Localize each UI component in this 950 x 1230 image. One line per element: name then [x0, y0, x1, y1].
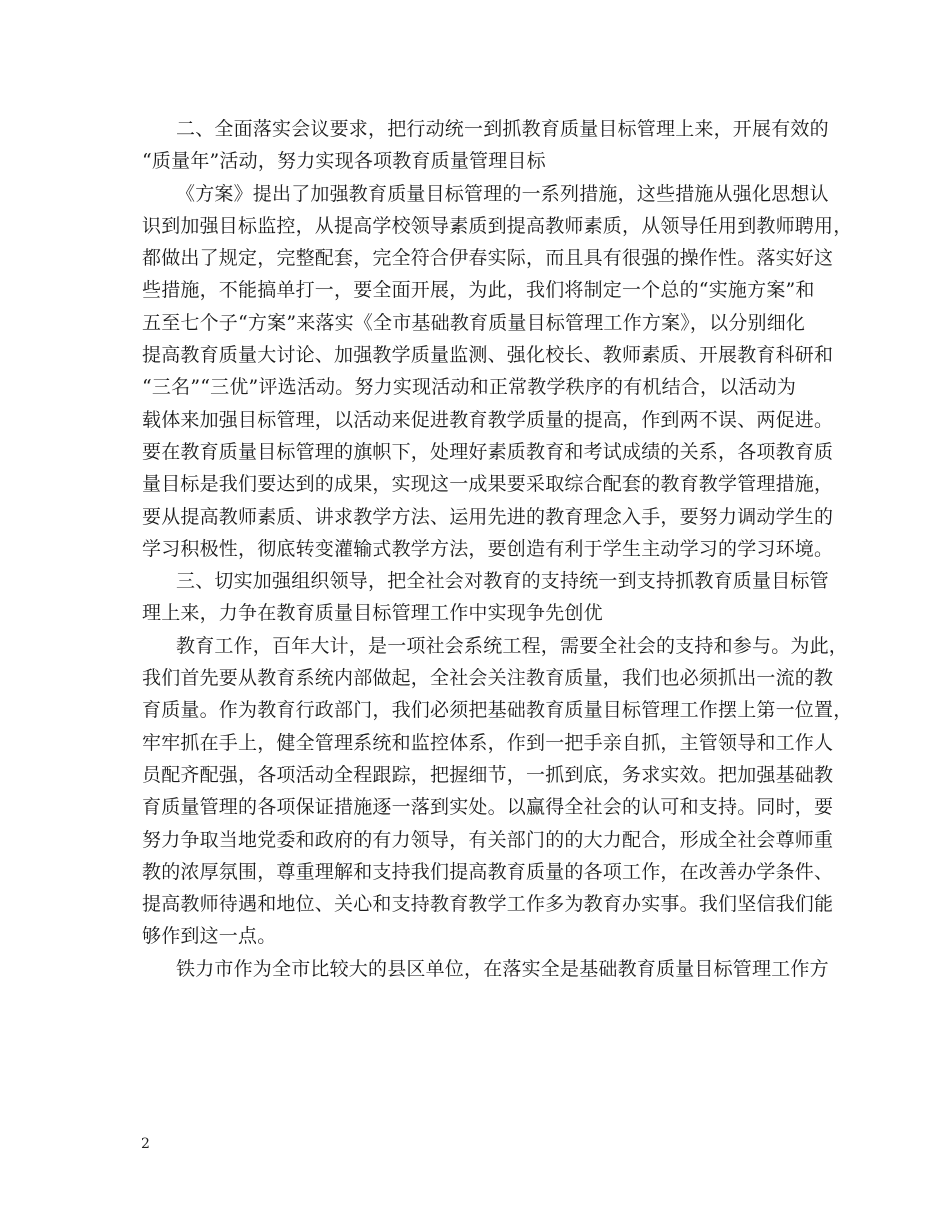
text-line: 要在教育质量目标管理的旗帜下，处理好素质教育和考试成绩的关系，各项教育质: [142, 440, 834, 463]
text-line: “三名”“三优”评选活动。努力实现活动和正常教学秩序的有机结合，以活动为: [142, 376, 797, 399]
text-line: 载体来加强目标管理，以活动来促进教育教学质量的提高，作到两不误、两促进。: [142, 408, 834, 431]
text-line: 员配齐配强，各项活动全程跟踪，把握细节，一抓到底，务求实效。把加强基础教: [142, 763, 834, 786]
text-line: 学习积极性，彻底转变灌输式教学方法，要创造有利于学生主动学习的学习环境。: [142, 537, 834, 560]
text-line: 教育工作，百年大计，是一项社会系统工程，需要全社会的支持和参与。为此，: [176, 634, 849, 657]
text-line: 育质量。作为教育行政部门，我们必须把基础教育质量目标管理工作摆上第一位置，: [142, 699, 853, 722]
text-line: 理上来，力争在教育质量目标管理工作中实现争先创优: [142, 602, 603, 625]
text-line: 我们首先要从教育系统内部做起，全社会关注教育质量，我们也必须抓出一流的教: [142, 667, 834, 690]
text-line: 铁力市作为全市比较大的县区单位，在落实全是基础教育质量目标管理工作方: [176, 957, 829, 980]
text-line: 五至七个子“方案”来落实《全市基础教育质量目标管理工作方案》，以分别细化: [142, 311, 806, 334]
text-line: 些措施，不能搞单打一，要全面开展，为此，我们将制定一个总的“实施方案”和: [142, 279, 815, 302]
page-number: 2: [141, 1136, 150, 1152]
text-line: 要从提高教师素质、讲求教学方法、运用先进的教育理念入手，要努力调动学生的: [142, 505, 834, 528]
section-heading: [142, 565, 829, 630]
document-body: [142, 113, 853, 985]
text-line: 育质量管理的各项保证措施逐一落到实处。以赢得全社会的认可和支持。同时，要: [142, 796, 834, 819]
text-line: 三、切实加强组织领导，把全社会对教育的支持统一到支持抓教育质量目标管: [176, 570, 829, 593]
text-line: 提高教育质量大讨论、加强教学质量监测、强化校长、教师素质、开展教育科研和: [142, 344, 834, 367]
text-line: “质量年”活动，努力实现各项教育质量管理目标: [142, 150, 546, 173]
text-line: 够作到这一点。: [142, 925, 277, 948]
text-line: 量目标是我们要达到的成果，实现这一成果要采取综合配套的教育教学管理措施，: [142, 473, 834, 496]
text-line: 提高教师待遇和地位、关心和支持教育教学工作多为教育办实事。我们坚信我们能: [142, 893, 834, 916]
text-line: 识到加强目标监控，从提高学校领导素质到提高教师素质，从领导任用到教师聘用，: [142, 214, 853, 237]
text-line: 教的浓厚氛围，尊重理解和支持我们提高教育质量的各项工作，在改善办学条件、: [142, 860, 834, 883]
body-paragraph: [142, 953, 829, 985]
section-heading: [142, 113, 829, 178]
text-line: 《方案》提出了加强教育质量目标管理的一系列措施，这些措施从强化思想认: [176, 182, 829, 205]
text-line: 努力争取当地党委和政府的有力领导，有关部门的的大力配合，形成全社会尊师重: [142, 828, 834, 851]
text-line: 二、全面落实会议要求，把行动统一到抓教育质量目标管理上来，开展有效的: [176, 118, 829, 140]
text-line: 都做出了规定，完整配套，完全符合伊春实际，而且具有很强的操作性。落实好这: [142, 247, 834, 270]
text-line: 牢牢抓在手上，健全管理系统和监控体系，作到一把手亲自抓，主管领导和工作人: [142, 731, 834, 754]
body-paragraph: [142, 630, 853, 953]
body-paragraph: [142, 178, 853, 566]
